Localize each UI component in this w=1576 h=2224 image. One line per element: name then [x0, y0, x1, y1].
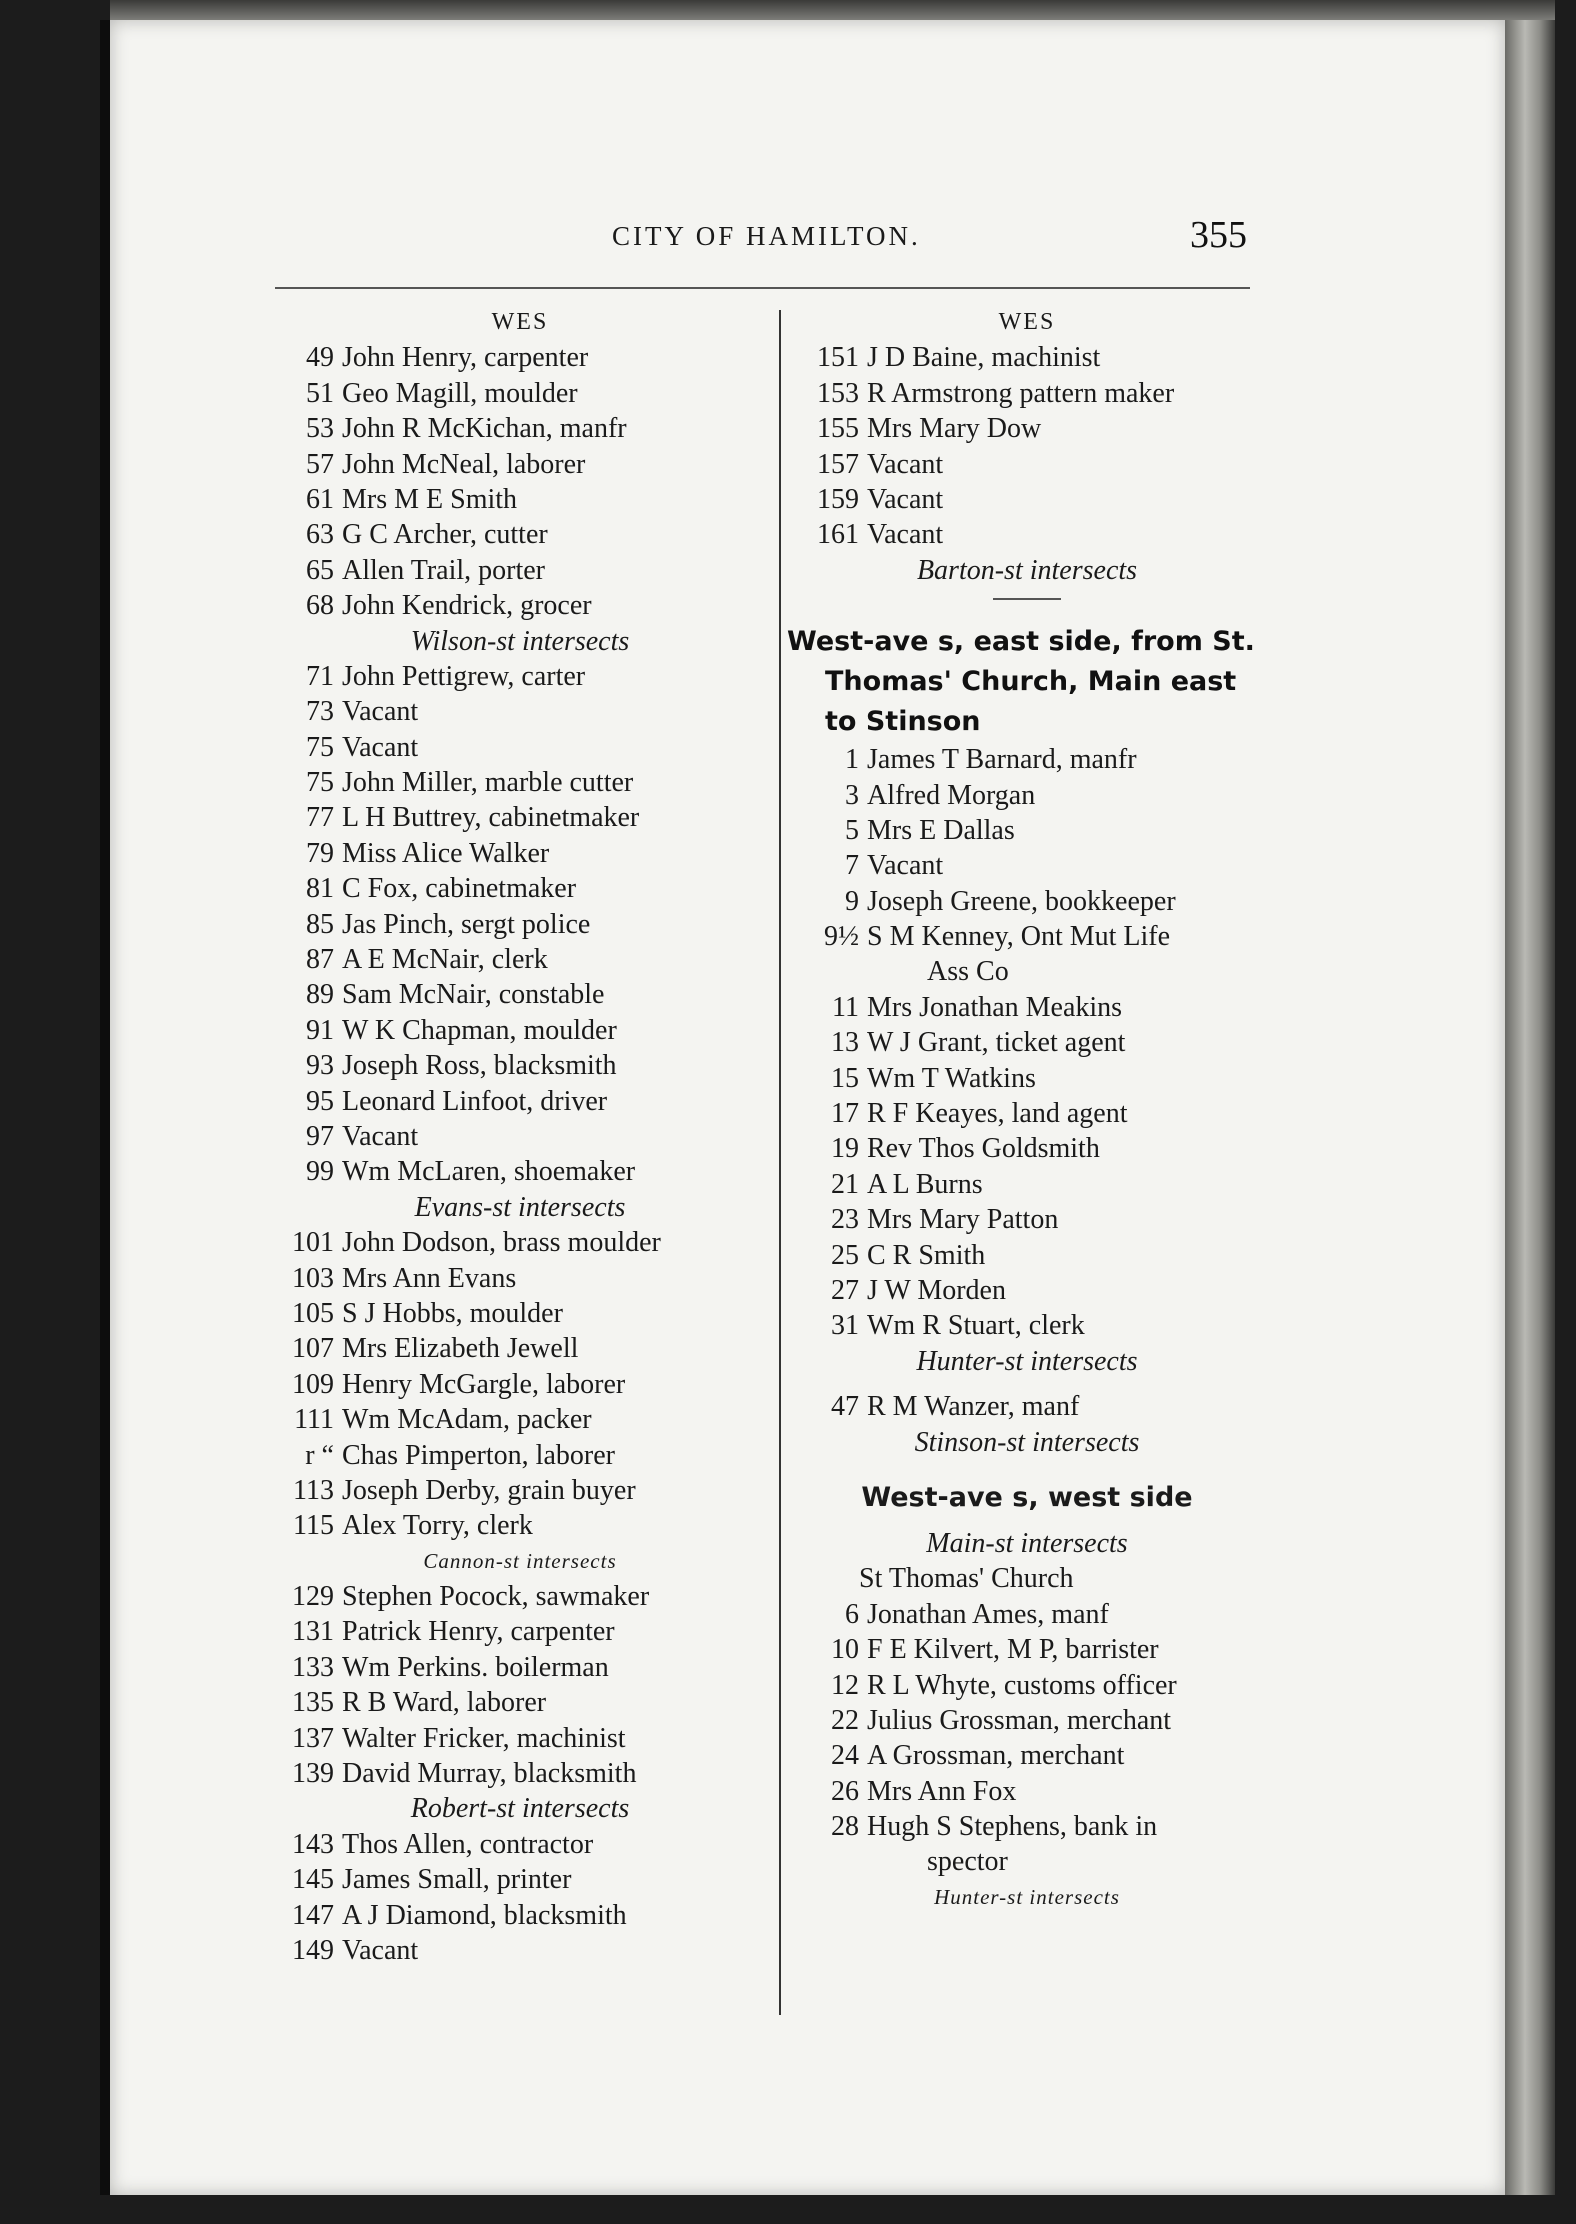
list-item [270, 1685, 770, 1720]
resident-entry: Vacant [867, 850, 944, 882]
resident-entry: John McNeal, laborer [342, 448, 586, 480]
list-item [787, 1273, 1267, 1308]
resident-entry: A J Diamond, blacksmith [342, 1899, 627, 1931]
resident-entry: A E McNair, clerk [342, 944, 548, 976]
resident-entry: Wm McLaren, shoemaker [342, 1156, 636, 1188]
running-title: CITY OF HAMILTON. [612, 221, 921, 251]
column-heading: WES [491, 309, 549, 335]
house-number: 51 [306, 377, 334, 409]
resident-entry: Wm McAdam, packer [342, 1404, 592, 1436]
list-item [270, 1862, 770, 1897]
house-number: 147 [292, 1899, 334, 1931]
list-item [270, 376, 770, 411]
house-number: 99 [306, 1156, 334, 1188]
list-item [270, 447, 770, 482]
intersect-note: Hunter-st intersects [934, 1884, 1120, 1909]
list-item [787, 376, 1267, 411]
list-item [787, 411, 1267, 446]
list-item [270, 1898, 770, 1933]
resident-entry: R Armstrong pattern maker [867, 377, 1175, 409]
resident-entry: R M Wanzer, manf [867, 1391, 1080, 1423]
list-item [270, 1367, 770, 1402]
list-item [787, 990, 1267, 1025]
house-number: 11 [832, 991, 859, 1023]
house-number: 79 [306, 837, 334, 869]
resident-entry: Wm Perkins. boilerman [342, 1651, 609, 1683]
section-heading-line: West-ave s, east side, from St. [787, 626, 1255, 658]
house-number: 9½ [824, 921, 859, 953]
resident-entry: R F Keayes, land agent [867, 1098, 1128, 1130]
intersect-note: Stinson-st intersects [914, 1426, 1140, 1458]
house-number: 103 [292, 1262, 334, 1294]
right-column [787, 305, 1267, 1915]
list-item [270, 1438, 770, 1473]
house-number: 47 [831, 1391, 859, 1423]
house-number: 57 [306, 448, 334, 480]
house-number: 68 [306, 590, 334, 622]
resident-entry: Wm T Watkins [867, 1062, 1036, 1094]
east-side-entries [787, 742, 1267, 1344]
entry-continuation: Ass Co [927, 956, 1009, 988]
list-item [270, 871, 770, 906]
house-number: 75 [306, 731, 334, 763]
house-number: 101 [292, 1227, 334, 1259]
list-item [787, 1308, 1267, 1343]
resident-entry: Mrs Elizabeth Jewell [342, 1333, 579, 1365]
list-item [787, 517, 1267, 552]
resident-entry: C R Smith [867, 1239, 986, 1271]
resident-entry: Vacant [342, 1120, 419, 1152]
house-number: 9 [845, 885, 859, 917]
resident-entry: Miss Alice Walker [342, 837, 550, 869]
resident-entry: Patrick Henry, carpenter [342, 1616, 615, 1648]
resident-entry: Mrs Mary Dow [867, 413, 1042, 445]
section-heading-west: West-ave s, west side [861, 1481, 1193, 1513]
list-item [787, 1703, 1267, 1738]
resident-entry: Hugh S Stephens, bank in [867, 1811, 1158, 1843]
list-item [787, 1061, 1267, 1096]
list-item [270, 1048, 770, 1083]
resident-entry: Leonard Linfoot, driver [342, 1085, 608, 1117]
list-item [787, 1096, 1267, 1131]
list-item [787, 1389, 1267, 1424]
house-number: 77 [306, 802, 334, 834]
resident-entry: James Small, printer [342, 1864, 572, 1896]
right-column-continuation [787, 305, 1267, 588]
intersect-note: Cannon-st intersects [423, 1548, 617, 1573]
house-number: 49 [306, 342, 334, 374]
list-item [787, 884, 1267, 919]
resident-entry: S M Kenney, Ont Mut Life [867, 921, 1171, 953]
house-number: 115 [293, 1510, 334, 1542]
list-item [270, 588, 770, 623]
list-item [270, 694, 770, 729]
resident-entry: David Murray, blacksmith [342, 1758, 637, 1790]
house-number: 145 [292, 1864, 334, 1896]
house-number: 139 [292, 1758, 334, 1790]
resident-entry: Joseph Derby, grain buyer [342, 1474, 636, 1506]
house-number: 135 [292, 1687, 334, 1719]
house-number: 7 [845, 850, 859, 882]
house-number: 131 [292, 1616, 334, 1648]
house-number: 133 [292, 1651, 334, 1683]
list-item [787, 1167, 1267, 1202]
resident-entry: John Dodson, brass moulder [342, 1227, 661, 1259]
house-number: 6 [845, 1598, 859, 1630]
list-item [270, 765, 770, 800]
resident-entry: Stephen Pocock, sawmaker [342, 1581, 650, 1613]
section-rule [993, 598, 1061, 600]
list-item [787, 482, 1267, 517]
resident-entry: Mrs M E Smith [342, 483, 518, 515]
resident-entry: Mrs E Dallas [867, 814, 1015, 846]
resident-entry: Jas Pinch, sergt police [342, 908, 591, 940]
house-number: 23 [831, 1204, 859, 1236]
house-number: 97 [306, 1120, 334, 1152]
resident-entry: Henry McGargle, laborer [342, 1368, 626, 1400]
list-item [787, 340, 1267, 375]
resident-entry: Vacant [342, 731, 419, 763]
intersect-note: Hunter-st intersects [916, 1345, 1138, 1377]
list-item [787, 813, 1267, 848]
house-number: 12 [831, 1669, 859, 1701]
list-item [787, 778, 1267, 813]
resident-entry: Vacant [867, 483, 944, 515]
list-item [270, 1402, 770, 1437]
resident-entry: J D Baine, machinist [867, 342, 1101, 374]
resident-entry: Vacant [342, 1934, 419, 1966]
list-item [270, 1154, 770, 1189]
resident-entry: Julius Grossman, merchant [867, 1704, 1172, 1736]
page-header [0, 215, 1576, 255]
resident-entry: A L Burns [867, 1168, 983, 1200]
house-number: 93 [306, 1050, 334, 1082]
resident-entry: John Henry, carpenter [342, 342, 589, 374]
list-item [787, 1025, 1267, 1060]
intersect-note: Main-st intersects [926, 1527, 1128, 1559]
house-number: 10 [831, 1634, 859, 1666]
list-item [270, 482, 770, 517]
house-number: 25 [831, 1239, 859, 1271]
page-number: 355 [1190, 214, 1247, 256]
list-item [787, 1597, 1267, 1632]
house-number: 24 [831, 1740, 859, 1772]
house-number: 95 [306, 1085, 334, 1117]
list-item [270, 1933, 770, 1968]
list-item [270, 411, 770, 446]
section-heading-line: Thomas' Church, Main east [825, 666, 1237, 698]
resident-entry: W J Grant, ticket agent [867, 1027, 1126, 1059]
list-item [270, 1614, 770, 1649]
resident-entry: W K Chapman, moulder [342, 1014, 617, 1046]
house-number: 107 [292, 1333, 334, 1365]
list-item [270, 907, 770, 942]
resident-entry: Geo Magill, moulder [342, 377, 578, 409]
house-number: 157 [817, 448, 859, 480]
resident-entry: Thos Allen, contractor [342, 1828, 594, 1860]
list-item [270, 1084, 770, 1119]
house-number: 13 [831, 1027, 859, 1059]
resident-entry: Allen Trail, porter [342, 554, 545, 586]
left-column [270, 305, 770, 1968]
house-number: 81 [306, 873, 334, 905]
resident-entry: R L Whyte, customs officer [867, 1669, 1177, 1701]
house-number: 149 [292, 1934, 334, 1966]
resident-entry: Vacant [867, 519, 944, 551]
list-item [270, 942, 770, 977]
list-item [787, 1632, 1267, 1667]
list-item [270, 553, 770, 588]
resident-entry: J W Morden [867, 1274, 1006, 1306]
resident-entry: Joseph Greene, bookkeeper [867, 885, 1176, 917]
house-number: 22 [831, 1704, 859, 1736]
house-number: 5 [845, 814, 859, 846]
list-item [787, 742, 1267, 777]
resident-entry: John Miller, marble cutter [342, 767, 634, 799]
list-item [270, 1296, 770, 1331]
list-item [787, 1238, 1267, 1273]
list-item [787, 919, 1267, 954]
list-item [787, 1809, 1267, 1844]
house-number: 73 [306, 696, 334, 728]
resident-entry: John Pettigrew, carter [342, 660, 586, 692]
list-item [787, 1202, 1267, 1237]
list-item [270, 836, 770, 871]
list-item [787, 1738, 1267, 1773]
house-number: 17 [831, 1098, 859, 1130]
list-item [787, 1774, 1267, 1809]
list-item [270, 1225, 770, 1260]
house-number: 19 [831, 1133, 859, 1165]
resident-entry: Vacant [867, 448, 944, 480]
house-number: 61 [306, 483, 334, 515]
house-number: r “ [305, 1439, 334, 1471]
list-item [270, 1756, 770, 1791]
list-item [270, 517, 770, 552]
house-number: 1 [845, 744, 859, 776]
house-number: 89 [306, 979, 334, 1011]
list-item [270, 800, 770, 835]
header-rule [275, 287, 1250, 289]
resident-entry: Rev Thos Goldsmith [867, 1133, 1100, 1165]
house-number: 21 [831, 1168, 859, 1200]
resident-entry: Mrs Mary Patton [867, 1204, 1059, 1236]
list-item [270, 1013, 770, 1048]
resident-entry: Jonathan Ames, manf [867, 1598, 1109, 1630]
house-number: 159 [817, 483, 859, 515]
house-number: 75 [306, 767, 334, 799]
house-number: 161 [817, 519, 859, 551]
resident-entry: James T Barnard, manfr [867, 744, 1137, 776]
house-number: 105 [292, 1297, 334, 1329]
house-number: 155 [817, 413, 859, 445]
intersect-note: Barton-st intersects [916, 554, 1138, 586]
house-number: 71 [306, 660, 334, 692]
intersect-note: Wilson-st intersects [410, 625, 630, 657]
resident-entry: G C Archer, cutter [342, 519, 548, 551]
resident-entry: Sam McNair, constable [342, 979, 605, 1011]
house-number: 26 [831, 1775, 859, 1807]
church-entry: St Thomas' Church [859, 1563, 1074, 1595]
house-number: 153 [817, 377, 859, 409]
list-item [270, 730, 770, 765]
list-item [270, 1473, 770, 1508]
list-item [270, 1827, 770, 1862]
list-item [270, 1261, 770, 1296]
list-item [270, 1331, 770, 1366]
resident-entry: John R McKichan, manfr [342, 413, 627, 445]
list-item [270, 1508, 770, 1543]
list-item [787, 1668, 1267, 1703]
house-number: 111 [294, 1404, 334, 1436]
resident-entry: Mrs Jonathan Meakins [867, 991, 1123, 1023]
resident-entry: R B Ward, laborer [342, 1687, 547, 1719]
list-item [270, 340, 770, 375]
list-item [270, 977, 770, 1012]
house-number: 85 [306, 908, 334, 940]
house-number: 137 [292, 1722, 334, 1754]
resident-entry: John Kendrick, grocer [342, 590, 592, 622]
house-number: 3 [845, 779, 859, 811]
house-number: 113 [293, 1474, 334, 1506]
resident-entry: Alex Torry, clerk [342, 1510, 533, 1542]
entry-continuation: spector [927, 1846, 1008, 1878]
resident-entry: Wm R Stuart, clerk [867, 1310, 1085, 1342]
house-number: 129 [292, 1581, 334, 1613]
resident-entry: S J Hobbs, moulder [342, 1297, 563, 1329]
intersect-note: Robert-st intersects [410, 1793, 630, 1825]
column-divider [779, 310, 781, 2015]
resident-entry: L H Buttrey, cabinetmaker [342, 802, 640, 834]
list-item [270, 1579, 770, 1614]
house-number: 27 [831, 1274, 859, 1306]
house-number: 143 [292, 1828, 334, 1860]
house-number: 91 [306, 1014, 334, 1046]
house-number: 151 [817, 342, 859, 374]
list-item [787, 447, 1267, 482]
resident-entry: Mrs Ann Evans [342, 1262, 517, 1294]
list-item [787, 1131, 1267, 1166]
resident-entry: Alfred Morgan [867, 779, 1036, 811]
house-number: 28 [831, 1811, 859, 1843]
resident-entry: A Grossman, merchant [867, 1740, 1125, 1772]
house-number: 53 [306, 413, 334, 445]
resident-entry: Vacant [342, 696, 419, 728]
list-item [270, 1721, 770, 1756]
resident-entry: Chas Pimperton, laborer [342, 1439, 615, 1471]
resident-entry: Mrs Ann Fox [867, 1775, 1017, 1807]
section-heading-line: to Stinson [825, 706, 981, 738]
list-item [270, 1119, 770, 1154]
section-heading-east [787, 622, 1267, 742]
intersect-note: Evans-st intersects [414, 1191, 626, 1223]
house-number: 15 [831, 1062, 859, 1094]
list-item [787, 848, 1267, 883]
house-number: 65 [306, 554, 334, 586]
resident-entry: C Fox, cabinetmaker [342, 873, 577, 905]
house-number: 31 [831, 1310, 859, 1342]
page-right-edge [1505, 20, 1555, 2195]
list-item [270, 659, 770, 694]
resident-entry: Joseph Ross, blacksmith [342, 1050, 617, 1082]
house-number: 63 [306, 519, 334, 551]
resident-entry: F E Kilvert, M P, barrister [867, 1634, 1159, 1666]
resident-entry: Walter Fricker, machinist [342, 1722, 626, 1754]
west-side-entries [787, 1597, 1267, 1880]
column-heading: WES [998, 309, 1056, 335]
house-number: 87 [306, 944, 334, 976]
house-number: 109 [292, 1368, 334, 1400]
list-item [270, 1650, 770, 1685]
